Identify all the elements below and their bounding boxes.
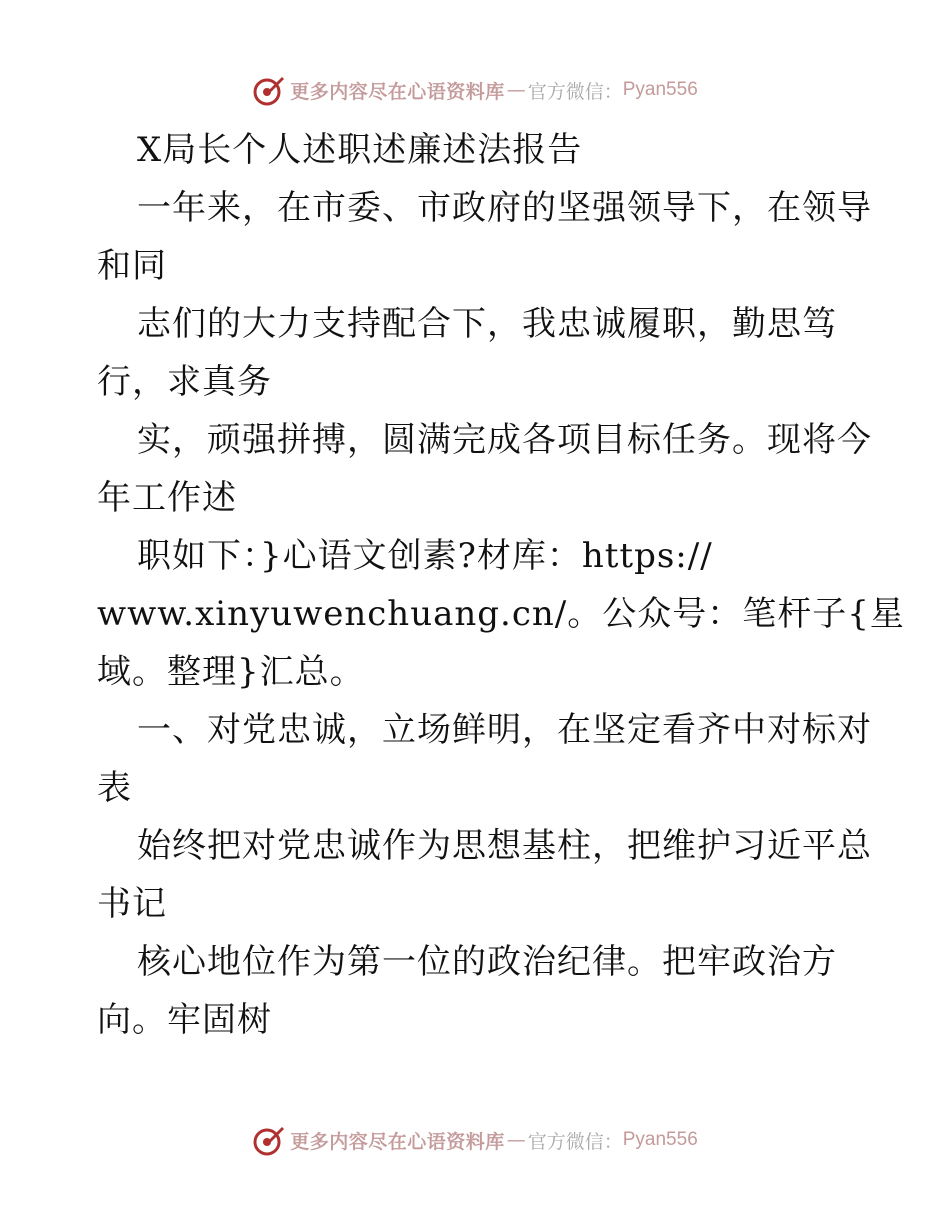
text-line: 域。整理}汇总。	[97, 652, 365, 692]
text-line: 核心地位作为第一位的政治纪律。把牢政治方	[137, 942, 837, 982]
section-heading: 一、对党忠诚，立场鲜明，在坚定看齐中对标对	[137, 710, 872, 750]
text-line: 一年来，在市委、市政府的坚强领导下，在领导	[137, 188, 872, 228]
text-line: 表	[97, 768, 132, 808]
banner-official-label: 官方微信：	[527, 80, 623, 103]
text-line: 行，求真务	[97, 362, 272, 402]
text-line: 书记	[97, 884, 167, 924]
footer-banner	[0, 1120, 950, 1160]
text-line: 和同	[97, 246, 167, 286]
text-line: 年工作述	[97, 478, 237, 518]
banner-text: 更多内容尽在心语资料库	[290, 1130, 505, 1153]
pen-logo-icon	[252, 73, 286, 107]
header-banner	[0, 70, 950, 110]
document-body	[97, 121, 905, 1049]
banner-text: 更多内容尽在心语资料库	[290, 80, 505, 103]
text-line: 职如下：}心语文创素?材库：https://	[137, 536, 713, 576]
document-title: X局长个人述职述廉述法报告	[137, 130, 583, 170]
banner-wechat-id: Pyan556	[622, 79, 698, 100]
banner-official-label: 官方微信：	[527, 1130, 623, 1153]
text-line: 始终把对党忠诚作为思想基柱，把维护习近平总	[137, 826, 872, 866]
banner-separator: —	[506, 79, 526, 101]
text-line: 志们的大力支持配合下，我忠诚履职，勤思笃	[137, 304, 837, 344]
text-line: www.xinyuwenchuang.cn/。公众号：笔杆子{星	[97, 594, 905, 634]
banner-wechat-id: Pyan556	[622, 1129, 698, 1150]
banner-separator: —	[506, 1129, 526, 1151]
pen-logo-icon	[252, 1123, 286, 1157]
text-line: 实，顽强拼搏，圆满完成各项目标任务。现将今	[137, 420, 872, 460]
text-line: 向。牢固树	[97, 1000, 272, 1040]
